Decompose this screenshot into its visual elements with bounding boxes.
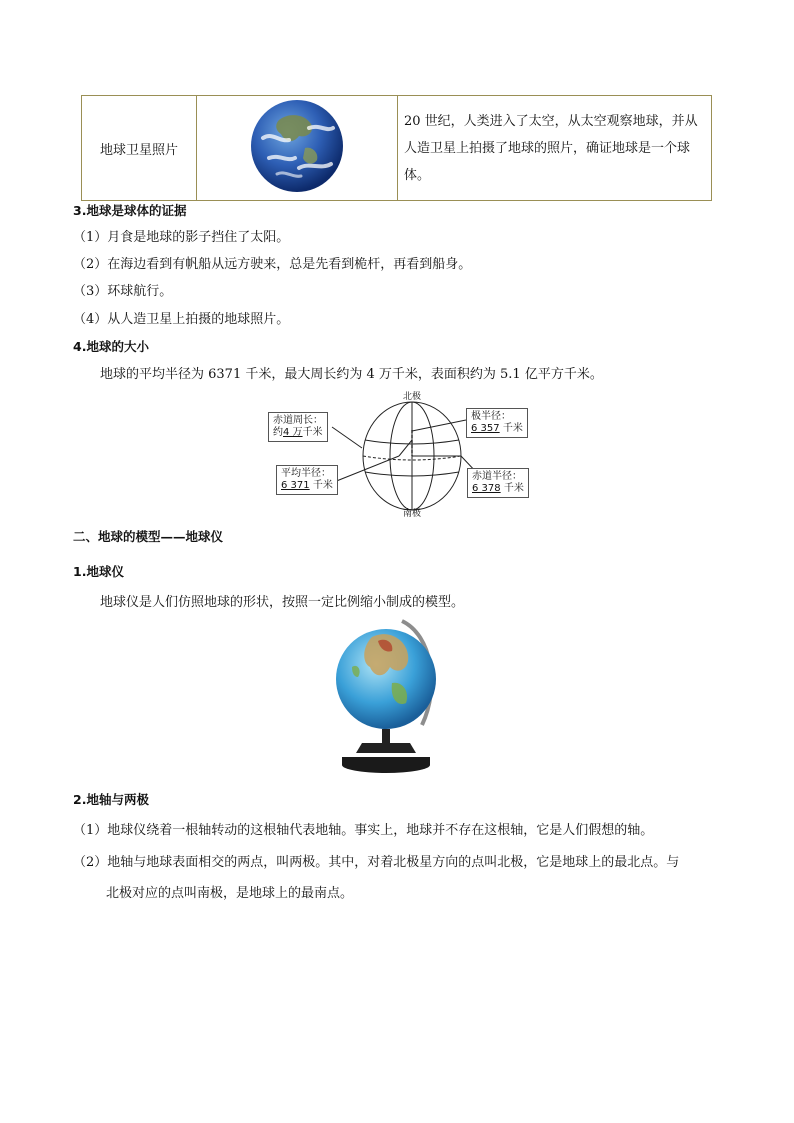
section3-item-1: （1）月食是地球的影子挡住了太阳。 — [73, 230, 290, 245]
section4-body: 地球的平均半径为 6371 千米，最大周长约为 4 万千米，表面积约为 5.1 亿平方千米。 — [100, 367, 603, 382]
globe-heading: 1.地球仪 — [73, 564, 124, 579]
table-label-cell — [82, 96, 197, 201]
equator-radius-value: 6 378 — [472, 483, 501, 494]
globe-illustration — [332, 617, 440, 777]
section3-item-2: （2）在海边看到有帆船从远方驶来，总是先看到桅杆，再看到船身。 — [73, 257, 472, 272]
polar-radius-unit: 千米 — [502, 423, 523, 434]
globe-body: 地球仪是人们仿照地球的形状，按照一定比例缩小制成的模型。 — [100, 595, 465, 610]
equator-radius-label: 赤道半径： — [472, 471, 522, 482]
section3-item-4: （4）从人造卫星上拍摄的地球照片。 — [73, 312, 290, 327]
axis-poles-heading: 2.地轴与两极 — [73, 792, 149, 807]
axis-poles-item-1: （1）地球仪绕着一根轴转动的这根轴代表地轴。事实上，地球并不存在这根轴，它是人们假想的轴。 — [73, 823, 654, 838]
equator-circumference-label: 赤道周长： — [273, 415, 323, 426]
axis-poles-item-2-line-1: （2）地轴与地球表面相交的两点，叫两极。其中，对着北极星方向的点叫北极，它是地球上的最北点。与 — [73, 855, 680, 870]
table-label: 地球卫星照片 — [99, 142, 178, 158]
table-description: 20 世纪，人类进入了太空，从太空观察地球，并从人造卫星上拍摄了地球的照片，确证地球是一个球体。 — [404, 113, 698, 183]
axis-poles-item-2-line-2: 北极对应的点叫南极，是地球上的最南点。 — [106, 886, 354, 901]
earth-size-diagram — [262, 392, 530, 520]
south-pole-label: 南极 — [403, 509, 422, 519]
section4-heading: 4.地球的大小 — [73, 339, 149, 354]
equator-circumference-value: 4 万 — [283, 427, 303, 438]
equator-circumference-box — [268, 412, 328, 442]
mean-radius-unit: 千米 — [312, 480, 333, 491]
mean-radius-box — [276, 465, 338, 495]
equator-circumference-unit: 千米 — [302, 427, 323, 438]
section3-heading: 3.地球是球体的证据 — [73, 203, 187, 218]
part2-heading: 二、地球的模型——地球仪 — [73, 529, 224, 544]
polar-radius-box — [466, 408, 528, 438]
polar-radius-label: 极半径： — [471, 411, 511, 422]
earth-photo — [249, 98, 345, 194]
table-description-cell — [398, 96, 712, 201]
satellite-photo-table — [81, 95, 712, 201]
polar-radius-value: 6 357 — [471, 423, 500, 434]
equator-circumference-prefix: 约 — [273, 427, 283, 438]
earth-photo-cell — [197, 96, 398, 201]
section3-item-3: （3）环球航行。 — [73, 284, 173, 299]
north-pole-label: 北极 — [403, 392, 422, 402]
equator-radius-box — [467, 468, 529, 498]
equator-radius-unit: 千米 — [503, 483, 524, 494]
mean-radius-value: 6 371 — [281, 480, 310, 491]
mean-radius-label: 平均半径： — [281, 468, 331, 479]
